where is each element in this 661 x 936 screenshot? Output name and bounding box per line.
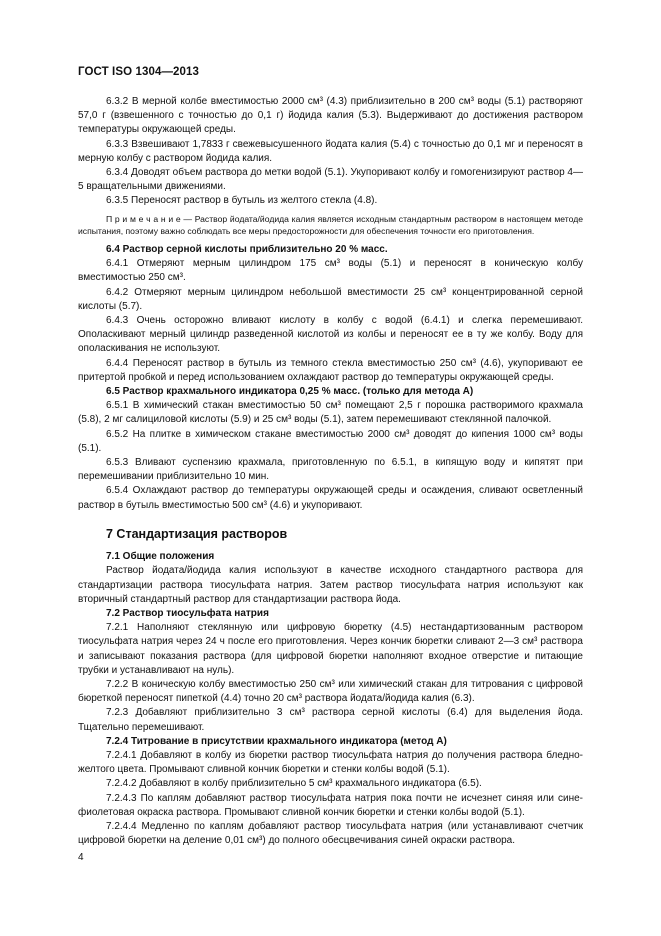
paragraph-7-2-4-4: 7.2.4.4 Медленно по каплям добавляют раствор тиосульфата натрия (или устанавливают счетчик цифровой бюретки на деление 0,01 см³) до полного обесцвечивания синей окраски раствора. <box>78 820 583 847</box>
document-body <box>78 95 583 848</box>
paragraph-6-4-1: 6.4.1 Отмеряют мерным цилиндром 175 см³ воды (5.1) и переносят в коническую колбу вместимостью 250 см³. <box>78 258 583 284</box>
paragraph-7-2-4-3: 7.2.4.3 По каплям добавляют раствор тиосульфата натрия пока почти не исчезнет синяя или сине-фиолетовая окраска раствора. Промывают сливной кончик бюретки и стенки колбы водой (5.1). <box>78 792 583 818</box>
note-paragraph: П р и м е ч а н и е — Раствор йодата/йодида калия является исходным стандартным раствором в настоящем методе испытания, поэтому важно соблюдать все меры предосторожности для обеспечения точности его приготовления. <box>78 213 583 236</box>
paragraph-6-4-2: 6.4.2 Отмеряют мерным цилиндром небольшой вместимости 25 см³ концентрированной серной кислоты (5.7). <box>78 286 583 312</box>
subheading-7-1: 7.1 Общие положения <box>106 551 215 563</box>
paragraph-6-5-3: 6.5.3 Вливают суспензию крахмала, приготовленную по 6.5.1, в кипящую воду и кипятят при перемешивании приблизительно 10 мин. <box>78 457 583 483</box>
section-heading-7: 7 Стандартизация растворов <box>106 526 288 541</box>
paragraph-7-1: Раствор йодата/йодида калия используют в качестве исходного стандартного раствора для стандартизации раствора тиосульфата натрия. Затем раствор тиосульфата натрия используют как вторичный стандартный раствор для стандартизации раствора йода. <box>78 565 583 605</box>
paragraph-7-2-4-1: 7.2.4.1 Добавляют в колбу из бюретки раствор тиосульфата натрия до получения раствора бледно-желтого цвета. Промывают сливной кончик бюретки и стенки колбы водой (5.1). <box>78 749 583 776</box>
paragraph-7-2-4-2: 7.2.4.2 Добавляют в колбу приблизительно 5 см³ крахмального индикатора (6.5). <box>106 778 482 790</box>
paragraph-6-3-5: 6.3.5 Переносят раствор в бутыль из желтого стекла (4.8). <box>106 195 378 207</box>
subheading-6-5: 6.5 Раствор крахмального индикатора 0,25 % масс. (только для метода А) <box>106 386 474 398</box>
subheading-7-2-4: 7.2.4 Титрование в присутствии крахмального индикатора (метод А) <box>106 735 447 747</box>
paragraph-6-5-1: 6.5.1 В химический стакан вместимостью 50 см³ помещают 2,5 г порошка растворимого крахмала (5.8), 2 мг салициловой кислоты (5.9) и 25 см³ воды (5.1), затем перемешивают стеклянной палочкой. <box>78 400 583 426</box>
subheading-6-4: 6.4 Раствор серной кислоты приблизительно 20 % масс. <box>106 244 388 256</box>
paragraph-6-4-3: 6.4.3 Очень осторожно вливают кислоту в колбу с водой (6.4.1) и слегка перемешивают. Ополаскивают мерный цилиндр разведенной кислотой из колбы и переносят ее в ту же колбу. Воду для ополаскивания не используют. <box>78 315 583 355</box>
paragraph-7-2-2: 7.2.2 В коническую колбу вместимостью 250 см³ или химический стакан для титрования с цифровой бюреткой переносят пипеткой (4.4) точно 20 см³ раствора йодата/йодида калия (6.3). <box>78 678 583 705</box>
paragraph-6-4-4: 6.4.4 Переносят раствор в бутыль из темного стекла вместимостью 250 см³ (4.6), укупоривают ее притертой пробкой и перед использованием охлаждают раствор до температуры окружающей среды. <box>78 357 583 383</box>
paragraph-7-2-1: 7.2.1 Наполняют стеклянную или цифровую бюретку (4.5) нестандартизованным раствором тиосульфата натрия через 24 ч после его приготовления. Через кончик бюретки сливают 2—3 см³ раствора и записывают показания раствора (для цифровой бюретки наполняют входное отверстие и питающие трубки и устанавливают на нуль). <box>78 622 583 676</box>
page-number: 4 <box>78 852 84 863</box>
paragraph-6-3-3: 6.3.3 Взвешивают 1,7833 г свежевысушенного йодата калия (5.4) с точностью до 0,1 мг и переносят в мерную колбу с раствором йодида калия. <box>78 138 583 164</box>
paragraph-6-5-4: 6.5.4 Охлаждают раствор до температуры окружающей среды и осаждения, сливают осветленный раствор в бутыль вместимостью 500 см³ (4.6) и укупоривают. <box>78 485 583 511</box>
paragraph-6-5-2: 6.5.2 На плитке в химическом стакане вместимостью 2000 см³ доводят до кипения 1000 см³ воды (5.1). <box>78 428 583 454</box>
paragraph-7-2-3: 7.2.3 Добавляют приблизительно 3 см³ раствора серной кислоты (6.4) для выделения йода. Тщательно перемешивают. <box>78 707 583 733</box>
page-header: ГОСТ ISO 1304—2013 <box>78 66 200 78</box>
subheading-7-2: 7.2 Раствор тиосульфата натрия <box>106 607 269 619</box>
paragraph-6-3-2: 6.3.2 В мерной колбе вместимостью 2000 см³ (4.3) приблизительно в 200 см³ воды (5.1) растворяют 57,0 г (взвешенного с точностью до 0,1 г) йодида калия (5.3). Выдерживают до достижения раствором температуры окружающей среды. <box>78 96 583 136</box>
paragraph-6-3-4: 6.3.4 Доводят объем раствора до метки водой (5.1). Укупоривают колбу и гомогенизируют раствор 4—5 вращательными движениями. <box>78 167 583 193</box>
